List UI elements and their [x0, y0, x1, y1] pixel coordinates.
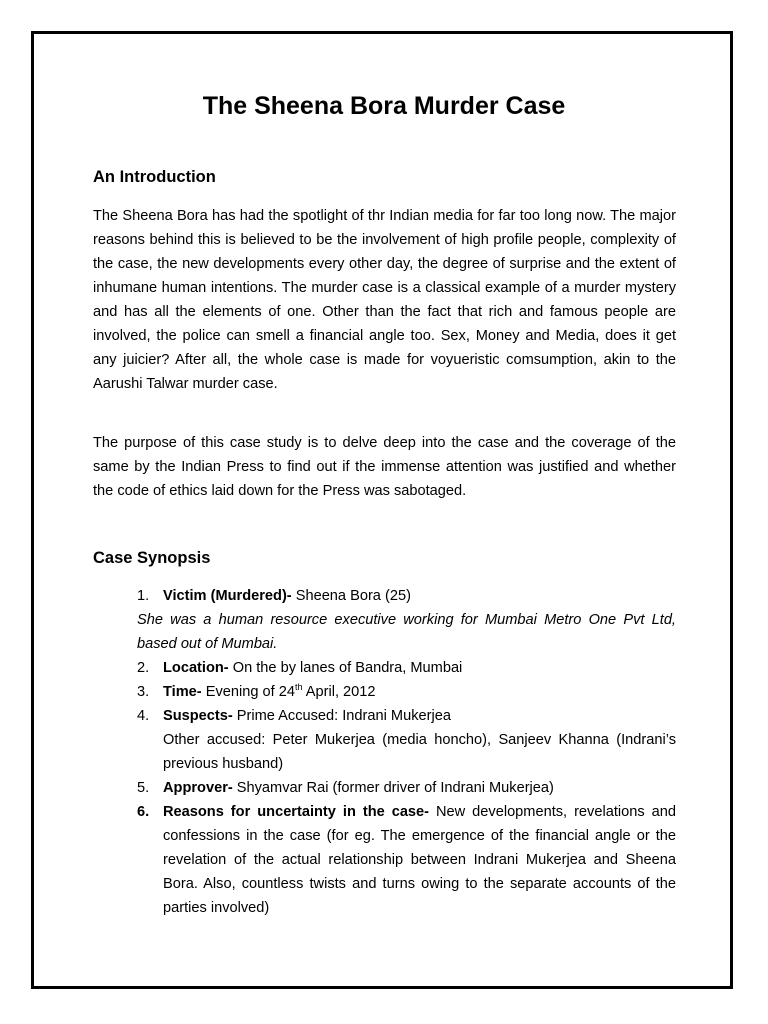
item-text-after: April, 2012 — [302, 684, 376, 700]
synopsis-list — [137, 584, 676, 920]
item-text: Shyamvar Rai (former driver of Indrani Mukerjea) — [232, 780, 554, 796]
intro-paragraph-2: The purpose of this case study is to delve deep into the case and the coverage of the same by the Indian Press to find out if the immense attention was justified and whether the code of ethics laid down for the Press was sabotaged. — [93, 435, 676, 499]
intro-paragraph-1: The Sheena Bora has had the spotlight of thr Indian media for far too long now. The major reasons behind this is believed to be the involvement of high profile people, complexity of the case, the new developments every other day, the degree of surprise and the extent of inhumane human intentions. The murder case is a classical example of a murder mystery and has all the elements of one. Other than the fact that rich and famous people are involved, the police can smell a financial angle too. Sex, Money and Media, does it get any juicier? After all, the whole case is made for voyueristic comsumption, akin to the Aarushi Talwar murder case. — [93, 208, 676, 392]
list-number: 4. — [137, 708, 150, 724]
synopsis-item-location — [137, 656, 676, 680]
item-text: New developments, revelations and confessions in the case (for eg. The emergence of the financial angle or the revelation of the actual relationship between Indrani Mukerjea and Sheena Bora. Also, countless twists and turns owing to the separate accounts of the parties involved) — [163, 804, 676, 916]
victim-note: She was a human resource executive working for Mumbai Metro One Pvt Ltd, based out of Mumbai. — [137, 612, 676, 652]
list-number: 3. — [137, 684, 150, 700]
item-text: Evening of 24 — [201, 684, 295, 700]
intro-heading: An Introduction — [93, 168, 216, 186]
synopsis-item-victim — [137, 584, 676, 656]
list-number: 2. — [137, 660, 150, 676]
synopsis-item-uncertainty — [137, 800, 676, 920]
synopsis-item-time — [137, 680, 676, 704]
document-title: The Sheena Bora Murder Case — [202, 92, 566, 120]
item-text: Prime Accused: Indrani Mukerjea — [232, 708, 451, 724]
synopsis-heading: Case Synopsis — [93, 549, 211, 567]
list-number: 6. — [137, 804, 150, 820]
item-label: Time- — [163, 684, 202, 700]
item-label: Approver- — [163, 780, 233, 796]
item-text: Sheena Bora (25) — [291, 588, 411, 604]
item-label: Suspects- — [163, 708, 233, 724]
item-label: Location- — [163, 660, 229, 676]
date-ordinal-suffix: th — [294, 682, 303, 693]
synopsis-item-approver — [137, 776, 676, 800]
synopsis-item-suspects — [137, 704, 676, 776]
list-number: 5. — [137, 780, 150, 796]
item-label: Reasons for uncertainty in the case- — [163, 804, 430, 820]
other-accused: Other accused: Peter Mukerjea (media honcho), Sanjeev Khanna (Indrani’s previous husband) — [163, 732, 676, 772]
item-label: Victim (Murdered)- — [163, 588, 292, 604]
item-text: On the by lanes of Bandra, Mumbai — [228, 660, 463, 676]
list-number: 1. — [137, 588, 150, 604]
